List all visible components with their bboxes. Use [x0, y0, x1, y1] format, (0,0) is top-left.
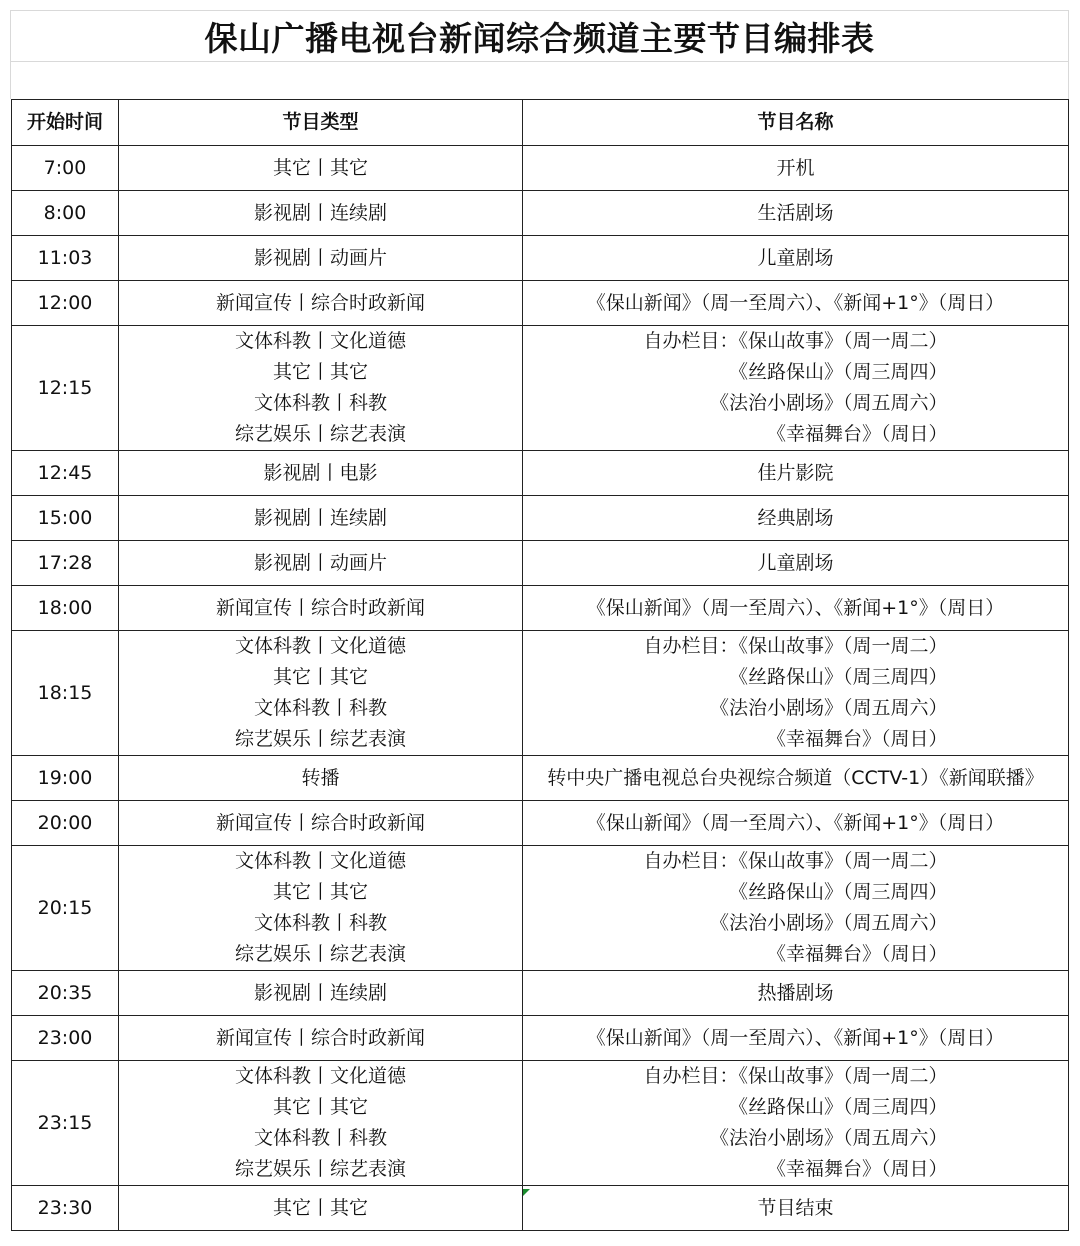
- type-lines: [119, 808, 522, 839]
- time-cell[interactable]: 15:00: [12, 496, 119, 541]
- type-cell[interactable]: [119, 541, 523, 586]
- table-row: [12, 236, 1069, 281]
- type-cell[interactable]: [119, 191, 523, 236]
- name-cell[interactable]: [523, 801, 1069, 846]
- time-cell[interactable]: 8:00: [12, 191, 119, 236]
- type-line: 综艺娱乐丨综艺表演: [234, 1158, 406, 1180]
- name-cell[interactable]: [523, 541, 1069, 586]
- time-cell[interactable]: 23:15: [12, 1061, 119, 1186]
- type-lines: [119, 458, 522, 489]
- name-cell[interactable]: [523, 1061, 1069, 1186]
- name-cell[interactable]: [523, 281, 1069, 326]
- table-row: [12, 1061, 1069, 1186]
- type-lines: [119, 288, 522, 319]
- type-line: 综艺娱乐丨综艺表演: [234, 943, 406, 965]
- page-title: 保山广播电视台新闻综合频道主要节目编排表: [204, 18, 875, 58]
- name-lines: [523, 978, 1068, 1009]
- name-cell[interactable]: [523, 586, 1069, 631]
- type-lines: [119, 326, 522, 450]
- time-cell[interactable]: 23:00: [12, 1016, 119, 1061]
- time-cell[interactable]: 11:03: [12, 236, 119, 281]
- type-line: 其它丨其它: [272, 361, 368, 383]
- type-cell[interactable]: [119, 846, 523, 971]
- table-row: [12, 586, 1069, 631]
- type-line: 文体科教丨科教: [253, 1127, 387, 1149]
- name-lines: [643, 631, 947, 755]
- header-time[interactable]: 开始时间: [12, 100, 119, 146]
- table-row: [12, 496, 1069, 541]
- name-line: 转中央广播电视总台央视综合频道（CCTV-1）《新闻联播》: [547, 766, 1044, 789]
- header-name[interactable]: 节目名称: [523, 100, 1069, 146]
- name-lines: [523, 548, 1068, 579]
- type-cell[interactable]: [119, 281, 523, 326]
- cell-indicator-mark: [523, 1189, 530, 1196]
- table-row: [12, 846, 1069, 971]
- type-line: 综艺娱乐丨综艺表演: [234, 728, 406, 750]
- type-lines: [119, 243, 522, 274]
- type-cell[interactable]: [119, 1186, 523, 1231]
- type-cell[interactable]: [119, 586, 523, 631]
- name-line: 经典剧场: [757, 506, 834, 529]
- type-lines: [119, 593, 522, 624]
- table-row: [12, 146, 1069, 191]
- type-lines: [119, 548, 522, 579]
- name-line: 《幸福舞台》（周日）: [766, 1158, 948, 1180]
- name-cell[interactable]: [523, 1186, 1069, 1231]
- type-lines: [119, 198, 522, 229]
- table-row: [12, 1016, 1069, 1061]
- type-line: 文体科教丨科教: [253, 392, 387, 414]
- table-row: [12, 756, 1069, 801]
- name-line: 《幸福舞台》（周日）: [766, 728, 948, 750]
- time-cell[interactable]: 23:30: [12, 1186, 119, 1231]
- type-lines: [119, 1193, 522, 1224]
- type-cell[interactable]: [119, 631, 523, 756]
- name-line: 儿童剧场: [757, 551, 834, 574]
- name-line: 热播剧场: [757, 981, 834, 1004]
- type-cell[interactable]: [119, 971, 523, 1016]
- schedule-table: [11, 99, 1069, 1231]
- name-lines: [523, 593, 1068, 624]
- blank-row[interactable]: [10, 62, 1069, 99]
- type-cell[interactable]: [119, 1016, 523, 1061]
- time-cell[interactable]: 18:00: [12, 586, 119, 631]
- name-line: 儿童剧场: [757, 246, 834, 269]
- type-line: 文体科教丨科教: [253, 697, 387, 719]
- name-cell[interactable]: [523, 846, 1069, 971]
- name-line: 《幸福舞台》（周日）: [766, 943, 948, 965]
- type-line: 影视剧丨连续剧: [253, 201, 387, 224]
- name-cell[interactable]: [523, 191, 1069, 236]
- type-line: 转播: [301, 766, 340, 789]
- type-line: 文体科教丨科教: [253, 912, 387, 934]
- type-line: 文体科教丨文化道德: [234, 1065, 406, 1087]
- time-cell[interactable]: 20:15: [12, 846, 119, 971]
- table-row: [12, 191, 1069, 236]
- name-lines: [523, 808, 1068, 839]
- type-cell[interactable]: [119, 801, 523, 846]
- name-line: 《法治小剧场》（周五周六）: [709, 912, 948, 934]
- table-row: [12, 326, 1069, 451]
- name-line: 佳片影院: [757, 461, 834, 484]
- name-line: 自办栏目：《保山故事》（周一周二）: [643, 850, 948, 872]
- name-line: 《保山新闻》（周一至周六）、《新闻+1°》（周日）: [586, 811, 1005, 834]
- name-line: 《保山新闻》（周一至周六）、《新闻+1°》（周日）: [586, 291, 1005, 314]
- name-line: 自办栏目：《保山故事》（周一周二）: [643, 330, 948, 352]
- name-lines: [523, 1023, 1068, 1054]
- name-cell[interactable]: [523, 326, 1069, 451]
- table-row: [12, 801, 1069, 846]
- type-lines: [119, 503, 522, 534]
- name-line: 《保山新闻》（周一至周六）、《新闻+1°》（周日）: [586, 596, 1005, 619]
- time-cell[interactable]: 18:15: [12, 631, 119, 756]
- name-line: 《保山新闻》（周一至周六）、《新闻+1°》（周日）: [586, 1026, 1005, 1049]
- table-row: [12, 1186, 1069, 1231]
- table-row: [12, 451, 1069, 496]
- type-line: 其它丨其它: [272, 1096, 368, 1118]
- name-line: 《丝路保山》（周三周四）: [728, 361, 948, 383]
- time-cell[interactable]: 12:45: [12, 451, 119, 496]
- type-cell[interactable]: [119, 146, 523, 191]
- schedule-body: [12, 146, 1069, 1231]
- type-lines: [119, 846, 522, 970]
- table-row: [12, 281, 1069, 326]
- time-cell[interactable]: 20:35: [12, 971, 119, 1016]
- name-line: 开机: [776, 156, 815, 179]
- header-type[interactable]: 节目类型: [119, 100, 523, 146]
- type-line: 其它丨其它: [272, 881, 368, 903]
- name-line: 《丝路保山》（周三周四）: [728, 666, 948, 688]
- name-lines: [523, 458, 1068, 489]
- time-cell[interactable]: 20:00: [12, 801, 119, 846]
- type-line: 影视剧丨连续剧: [253, 981, 387, 1004]
- name-line: 自办栏目：《保山故事》（周一周二）: [643, 1065, 948, 1087]
- name-line: 《法治小剧场》（周五周六）: [709, 697, 948, 719]
- name-lines: [523, 153, 1068, 184]
- type-line: 其它丨其它: [272, 1196, 368, 1219]
- time-cell[interactable]: 12:15: [12, 326, 119, 451]
- type-lines: [119, 1023, 522, 1054]
- type-cell[interactable]: [119, 496, 523, 541]
- name-line: 《幸福舞台》（周日）: [766, 423, 948, 445]
- name-lines: [523, 1193, 1068, 1224]
- name-lines: [523, 288, 1068, 319]
- name-lines: [643, 846, 947, 970]
- name-lines: [523, 763, 1068, 794]
- name-cell[interactable]: [523, 146, 1069, 191]
- table-row: [12, 541, 1069, 586]
- name-line: 《丝路保山》（周三周四）: [728, 881, 948, 903]
- type-line: 新闻宣传丨综合时政新闻: [215, 291, 425, 314]
- type-cell[interactable]: [119, 1061, 523, 1186]
- type-line: 新闻宣传丨综合时政新闻: [215, 596, 425, 619]
- name-cell[interactable]: [523, 236, 1069, 281]
- type-line: 文体科教丨文化道德: [234, 330, 406, 352]
- type-line: 其它丨其它: [272, 666, 368, 688]
- type-line: 新闻宣传丨综合时政新闻: [215, 1026, 425, 1049]
- name-cell[interactable]: [523, 451, 1069, 496]
- name-line: 节目结束: [757, 1196, 834, 1219]
- name-cell[interactable]: [523, 756, 1069, 801]
- type-line: 影视剧丨电影: [263, 461, 378, 484]
- type-cell[interactable]: [119, 756, 523, 801]
- title-cell[interactable]: [10, 10, 1069, 62]
- type-cell[interactable]: [119, 236, 523, 281]
- type-line: 影视剧丨动画片: [253, 246, 387, 269]
- table-row: [12, 971, 1069, 1016]
- time-cell[interactable]: 12:00: [12, 281, 119, 326]
- time-cell[interactable]: 7:00: [12, 146, 119, 191]
- name-line: 自办栏目：《保山故事》（周一周二）: [643, 635, 948, 657]
- type-lines: [119, 153, 522, 184]
- type-line: 新闻宣传丨综合时政新闻: [215, 811, 425, 834]
- name-cell[interactable]: [523, 971, 1069, 1016]
- type-line: 文体科教丨文化道德: [234, 635, 406, 657]
- name-lines: [523, 198, 1068, 229]
- table-row: [12, 631, 1069, 756]
- name-cell[interactable]: [523, 1016, 1069, 1061]
- name-line: 《法治小剧场》（周五周六）: [709, 392, 948, 414]
- type-cell[interactable]: [119, 326, 523, 451]
- name-line: 生活剧场: [757, 201, 834, 224]
- type-line: 综艺娱乐丨综艺表演: [234, 423, 406, 445]
- name-lines: [643, 1061, 947, 1185]
- type-line: 影视剧丨连续剧: [253, 506, 387, 529]
- type-lines: [119, 763, 522, 794]
- name-cell[interactable]: [523, 631, 1069, 756]
- type-cell[interactable]: [119, 451, 523, 496]
- name-lines: [523, 503, 1068, 534]
- name-cell[interactable]: [523, 496, 1069, 541]
- name-lines: [643, 326, 947, 450]
- time-cell[interactable]: 17:28: [12, 541, 119, 586]
- name-lines: [523, 243, 1068, 274]
- name-line: 《法治小剧场》（周五周六）: [709, 1127, 948, 1149]
- type-line: 文体科教丨文化道德: [234, 850, 406, 872]
- type-lines: [119, 978, 522, 1009]
- type-lines: [119, 1061, 522, 1185]
- name-line: 《丝路保山》（周三周四）: [728, 1096, 948, 1118]
- type-line: 其它丨其它: [272, 156, 368, 179]
- type-lines: [119, 631, 522, 755]
- header-row: [12, 100, 1069, 146]
- type-line: 影视剧丨动画片: [253, 551, 387, 574]
- time-cell[interactable]: 19:00: [12, 756, 119, 801]
